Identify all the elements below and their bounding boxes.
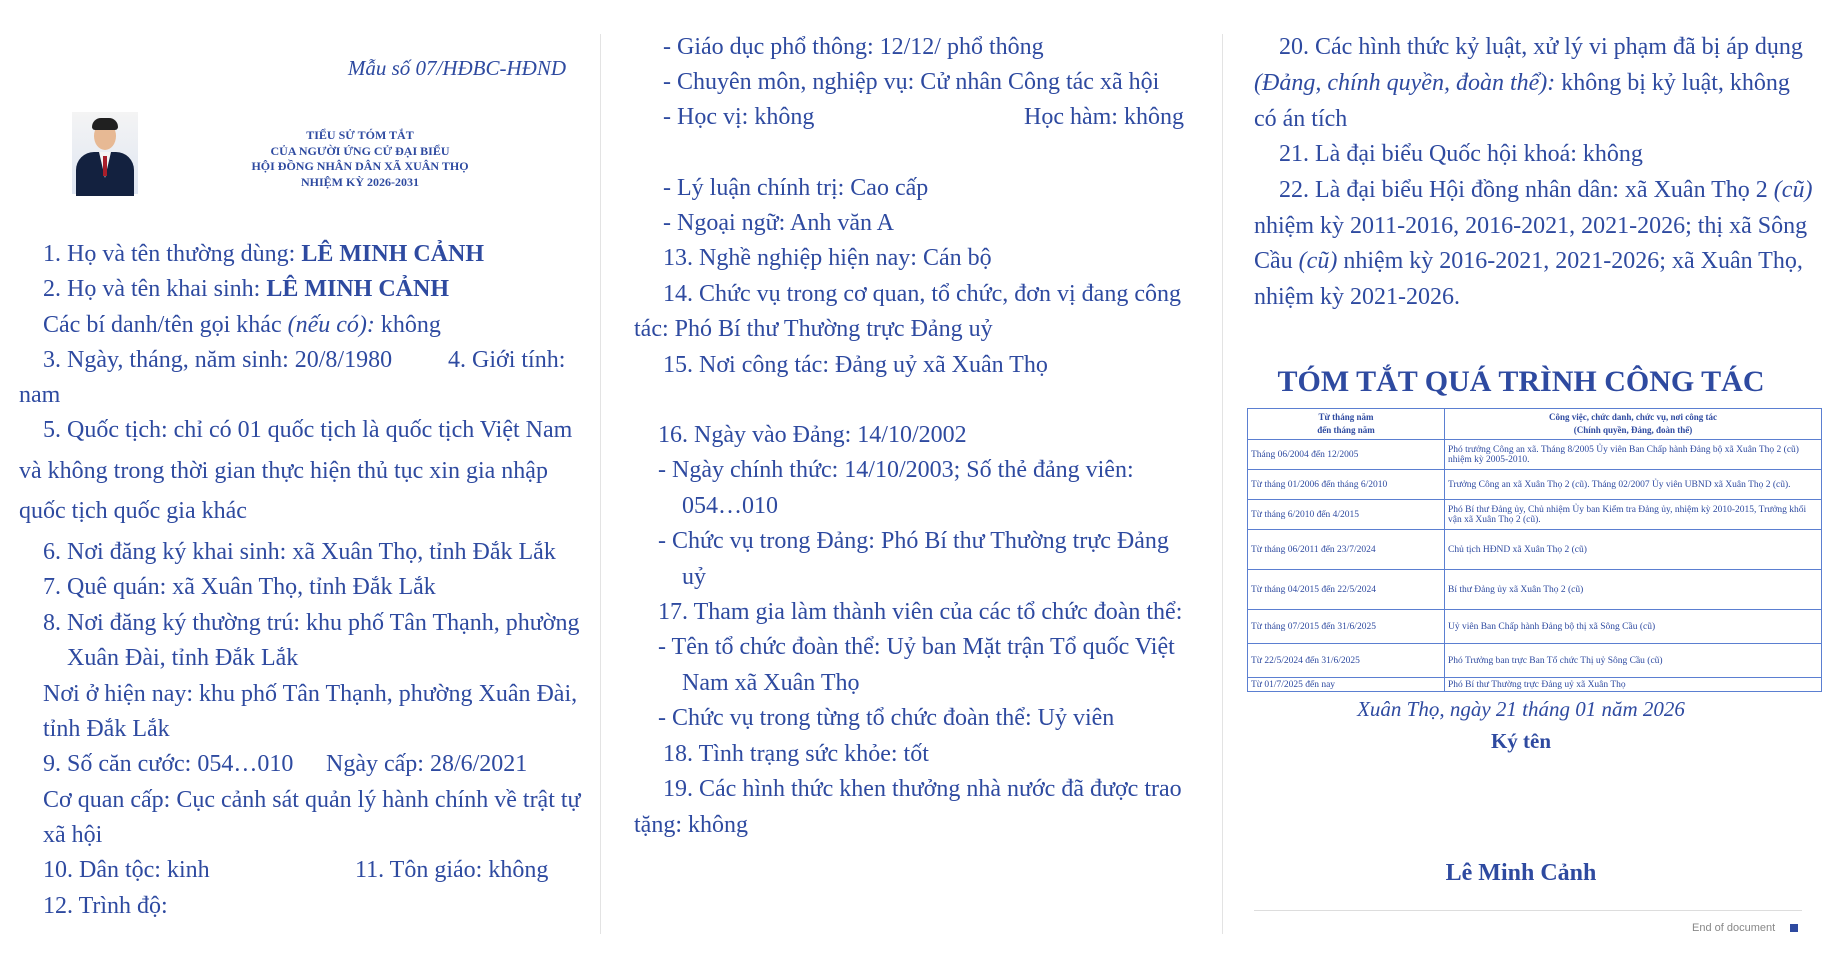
- table-cell-work: Uỷ viên Ban Chấp hành Đảng bộ thị xã Sông Cầu (cũ): [1445, 610, 1822, 644]
- field-political-theory: - Lý luận chính trị: Cao cấp: [663, 175, 929, 201]
- field-council-delegate-cont: nhiệm kỳ 2011-2016, 2016-2021, 2021-2026; thị xã Sông: [1254, 213, 1808, 239]
- table-row: [1248, 678, 1822, 692]
- field-label-note: (Đảng, chính quyền, đoàn thể):: [1254, 70, 1556, 96]
- field-id-issue-date: Ngày cấp: 28/6/2021: [326, 751, 528, 777]
- table-cell-period: Từ tháng 06/2011 đến 23/7/2024: [1248, 530, 1445, 570]
- table-cell-period: Từ 01/7/2025 đến nay: [1248, 678, 1445, 692]
- field-value: không: [380, 312, 441, 338]
- field-common-name: [43, 237, 484, 271]
- signature-label: Ký tên: [1490, 729, 1552, 753]
- table-row: [1248, 570, 1822, 610]
- form-code: Mẫu số 07/HĐBC-HĐND: [347, 56, 566, 80]
- field-alias: [43, 308, 441, 342]
- field-national-assembly: 21. Là đại biểu Quốc hội khoá: không: [1279, 141, 1643, 167]
- table-row: [1248, 470, 1822, 500]
- field-label: 22. Là đại biểu Hội đồng nhân dân: xã Xuân Thọ 2: [1279, 177, 1768, 203]
- table-row: [1248, 500, 1822, 530]
- field-party-official-date: - Ngày chính thức: 14/10/2003; Số thẻ đảng viên:: [658, 457, 1134, 483]
- table-header-work: [1445, 409, 1822, 440]
- field-id-issuer-cont: xã hội: [43, 822, 103, 848]
- field-gender-value: nam: [19, 382, 61, 408]
- field-general-education: - Giáo dục phổ thông: 12/12/ phổ thông: [663, 34, 1044, 60]
- field-permanent-address-cont: Xuân Đài, tỉnh Đắk Lắk: [67, 645, 299, 671]
- field-academic-title: Học hàm: không: [1024, 104, 1184, 130]
- field-label-note: (cũ): [1773, 177, 1813, 203]
- field-value: LÊ MINH CẢNH: [301, 241, 485, 267]
- field-current-address: Nơi ở hiện nay: khu phố Tân Thạnh, phường Xuân Đài,: [43, 681, 578, 707]
- field-value: nhiệm kỳ 2016-2021, 2021-2026; xã Xuân Thọ,: [1343, 248, 1803, 274]
- field-awards: 19. Các hình thức khen thưởng nhà nước đã được trao: [663, 776, 1182, 802]
- career-table: [1247, 408, 1822, 692]
- header-line-4: NHIỆM KỲ 2026-2031: [301, 174, 419, 189]
- field-party-position-cont: uỷ: [682, 564, 706, 590]
- table-cell-work: Phó Trưởng ban trực Ban Tổ chức Thị uỷ Sông Cầu (cũ): [1445, 644, 1822, 678]
- table-row: [1248, 644, 1822, 678]
- table-cell-period: Từ tháng 01/2006 đến tháng 6/2010: [1248, 470, 1445, 500]
- table-cell-work: Phó trưởng Công an xã. Tháng 8/2005 Ủy viên Ban Chấp hành Đảng bộ xã Xuân Thọ 2 (cũ) nhiệm kỳ 2005-2010.: [1445, 440, 1822, 470]
- field-label: 2. Họ và tên khai sinh:: [43, 276, 261, 302]
- field-id-issuer: Cơ quan cấp: Cục cảnh sát quản lý hành chính về trật tự: [43, 787, 581, 813]
- field-discipline-cont: [1254, 66, 1790, 100]
- field-organization-name: - Tên tổ chức đoàn thể: Uỷ ban Mặt trận Tổ quốc Việt: [658, 634, 1175, 660]
- field-specialization: - Chuyên môn, nghiệp vụ: Cử nhân Công tác xã hội: [663, 69, 1160, 95]
- field-current-address-cont: tỉnh Đắk Lắk: [43, 716, 170, 742]
- table-row: [1248, 440, 1822, 470]
- field-birthdate: 3. Ngày, tháng, năm sinh: 20/8/1980: [43, 347, 393, 373]
- page-column-1: [0, 0, 600, 964]
- field-position-cont: tác: Phó Bí thư Thường trực Đảng uỷ: [634, 316, 993, 342]
- signature-date: Xuân Thọ, ngày 21 tháng 01 năm 2026: [1357, 697, 1685, 721]
- field-foreign-language: - Ngoại ngữ: Anh văn A: [663, 210, 894, 236]
- field-party-join-date: 16. Ngày vào Đảng: 14/10/2002: [658, 422, 967, 448]
- career-section-title: TÓM TẮT QUÁ TRÌNH CÔNG TÁC: [1277, 365, 1765, 398]
- table-cell-work: Bí thư Đảng ủy xã Xuân Thọ 2 (cũ): [1445, 570, 1822, 610]
- table-cell-work: Trưởng Công an xã Xuân Thọ 2 (cũ). Tháng 02/2007 Ủy viên UBND xã Xuân Thọ 2 (cũ).: [1445, 470, 1822, 500]
- table-header-row: [1248, 409, 1822, 440]
- field-organization-name-cont: Nam xã Xuân Thọ: [682, 670, 860, 696]
- header-text: Từ tháng năm: [1318, 412, 1374, 422]
- document-header: [200, 128, 520, 190]
- end-of-document-rule: [1254, 910, 1802, 911]
- field-label: Các bí danh/tên gọi khác: [43, 312, 282, 338]
- field-council-delegate-cont: [1254, 244, 1803, 278]
- field-birth-name: [43, 272, 449, 306]
- table-cell-period: Từ tháng 04/2015 đến 22/5/2024: [1248, 570, 1445, 610]
- signature-name: Lê Minh Cảnh: [1445, 860, 1597, 886]
- field-label: 1. Họ và tên thường dùng:: [43, 241, 296, 267]
- field-nationality-cont: và không trong thời gian thực hiện thủ tục xin gia nhập: [19, 458, 548, 484]
- field-nationality-cont: quốc tịch quốc gia khác: [19, 498, 247, 524]
- field-council-delegate-cont: nhiệm kỳ 2021-2026.: [1254, 284, 1460, 310]
- header-line-1: TIỂU SỬ TÓM TẮT: [306, 128, 414, 142]
- field-organizations: 17. Tham gia làm thành viên của các tổ chức đoàn thể:: [658, 599, 1183, 625]
- field-criminal-record: có án tích: [1254, 106, 1348, 132]
- field-party-card-number: 054…010: [682, 493, 778, 519]
- field-education-heading: 12. Trình độ:: [43, 893, 168, 919]
- table-row: [1248, 530, 1822, 570]
- field-occupation: 13. Nghề nghiệp hiện nay: Cán bộ: [663, 245, 992, 271]
- field-workplace: 15. Nơi công tác: Đảng uỷ xã Xuân Thọ: [663, 352, 1048, 378]
- header-text: Công việc, chức danh, chức vụ, nơi công tác: [1548, 412, 1718, 422]
- table-header-period: [1248, 409, 1445, 440]
- table-cell-period: Tháng 06/2004 đến 12/2005: [1248, 440, 1445, 470]
- field-awards-cont: tặng: không: [634, 812, 748, 838]
- field-permanent-address: 8. Nơi đăng ký thường trú: khu phố Tân Thạnh, phường: [43, 610, 580, 636]
- field-value: Cầu: [1254, 248, 1293, 274]
- field-gender-label: 4. Giới tính:: [448, 347, 566, 373]
- field-health: 18. Tình trạng sức khỏe: tốt: [663, 741, 929, 767]
- field-value: LÊ MINH CẢNH: [266, 276, 449, 302]
- field-ethnicity: 10. Dân tộc: kinh: [43, 857, 210, 883]
- field-birth-registration: 6. Nơi đăng ký khai sinh: xã Xuân Thọ, tỉnh Đắk Lắk: [43, 539, 556, 565]
- field-council-delegate: [1279, 173, 1812, 207]
- field-organization-position: - Chức vụ trong từng tổ chức đoàn thể: Uỷ viên: [658, 705, 1115, 731]
- field-value: không bị kỷ luật, không: [1561, 70, 1790, 96]
- field-id-number: 9. Số căn cước: 054…010: [43, 751, 294, 777]
- header-text: đến tháng năm: [1317, 425, 1375, 435]
- table-cell-period: Từ 22/5/2024 đến 31/6/2025: [1248, 644, 1445, 678]
- table-cell-period: Từ tháng 07/2015 đến 31/6/2025: [1248, 610, 1445, 644]
- field-label-note: (cũ): [1298, 248, 1338, 274]
- field-religion: 11. Tôn giáo: không: [355, 857, 549, 883]
- end-of-document-label: End of document: [1692, 922, 1776, 934]
- table-cell-work: Phó Bí thư Thường trực Đảng uỷ xã Xuân Thọ: [1445, 678, 1822, 692]
- candidate-photo: [72, 112, 138, 194]
- field-discipline: 20. Các hình thức kỷ luật, xử lý vi phạm đã bị áp dụng: [1279, 34, 1803, 60]
- table-cell-work: Chủ tịch HĐND xã Xuân Thọ 2 (cũ): [1445, 530, 1822, 570]
- end-of-document-marker-icon: [1790, 924, 1798, 932]
- field-hometown: 7. Quê quán: xã Xuân Thọ, tỉnh Đắk Lắk: [43, 574, 436, 600]
- field-academic-degree: - Học vị: không: [663, 104, 815, 130]
- field-label-note: (nếu có):: [287, 312, 375, 338]
- field-party-position: - Chức vụ trong Đảng: Phó Bí thư Thường trực Đảng: [658, 528, 1169, 554]
- table-cell-work: Phó Bí thư Đảng ủy, Chủ nhiệm Ủy ban Kiểm tra Đảng ủy, nhiệm kỳ 2010-2015, Trưởng khối vận xã Xuân Thọ 2 (cũ).: [1445, 500, 1822, 530]
- table-cell-period: Từ tháng 6/2010 đến 4/2015: [1248, 500, 1445, 530]
- page-column-2: [600, 0, 1220, 964]
- header-text: (Chính quyền, Đảng, đoàn thể): [1573, 425, 1693, 435]
- field-position: 14. Chức vụ trong cơ quan, tổ chức, đơn vị đang công: [663, 281, 1181, 307]
- header-line-3: HỘI ĐỒNG NHÂN DÂN XÃ XUÂN THỌ: [251, 159, 469, 173]
- header-line-2: CỦA NGƯỜI ỨNG CỬ ĐẠI BIỂU: [270, 143, 450, 158]
- field-nationality: 5. Quốc tịch: chỉ có 01 quốc tịch là quốc tịch Việt Nam: [43, 417, 573, 443]
- table-row: [1248, 610, 1822, 644]
